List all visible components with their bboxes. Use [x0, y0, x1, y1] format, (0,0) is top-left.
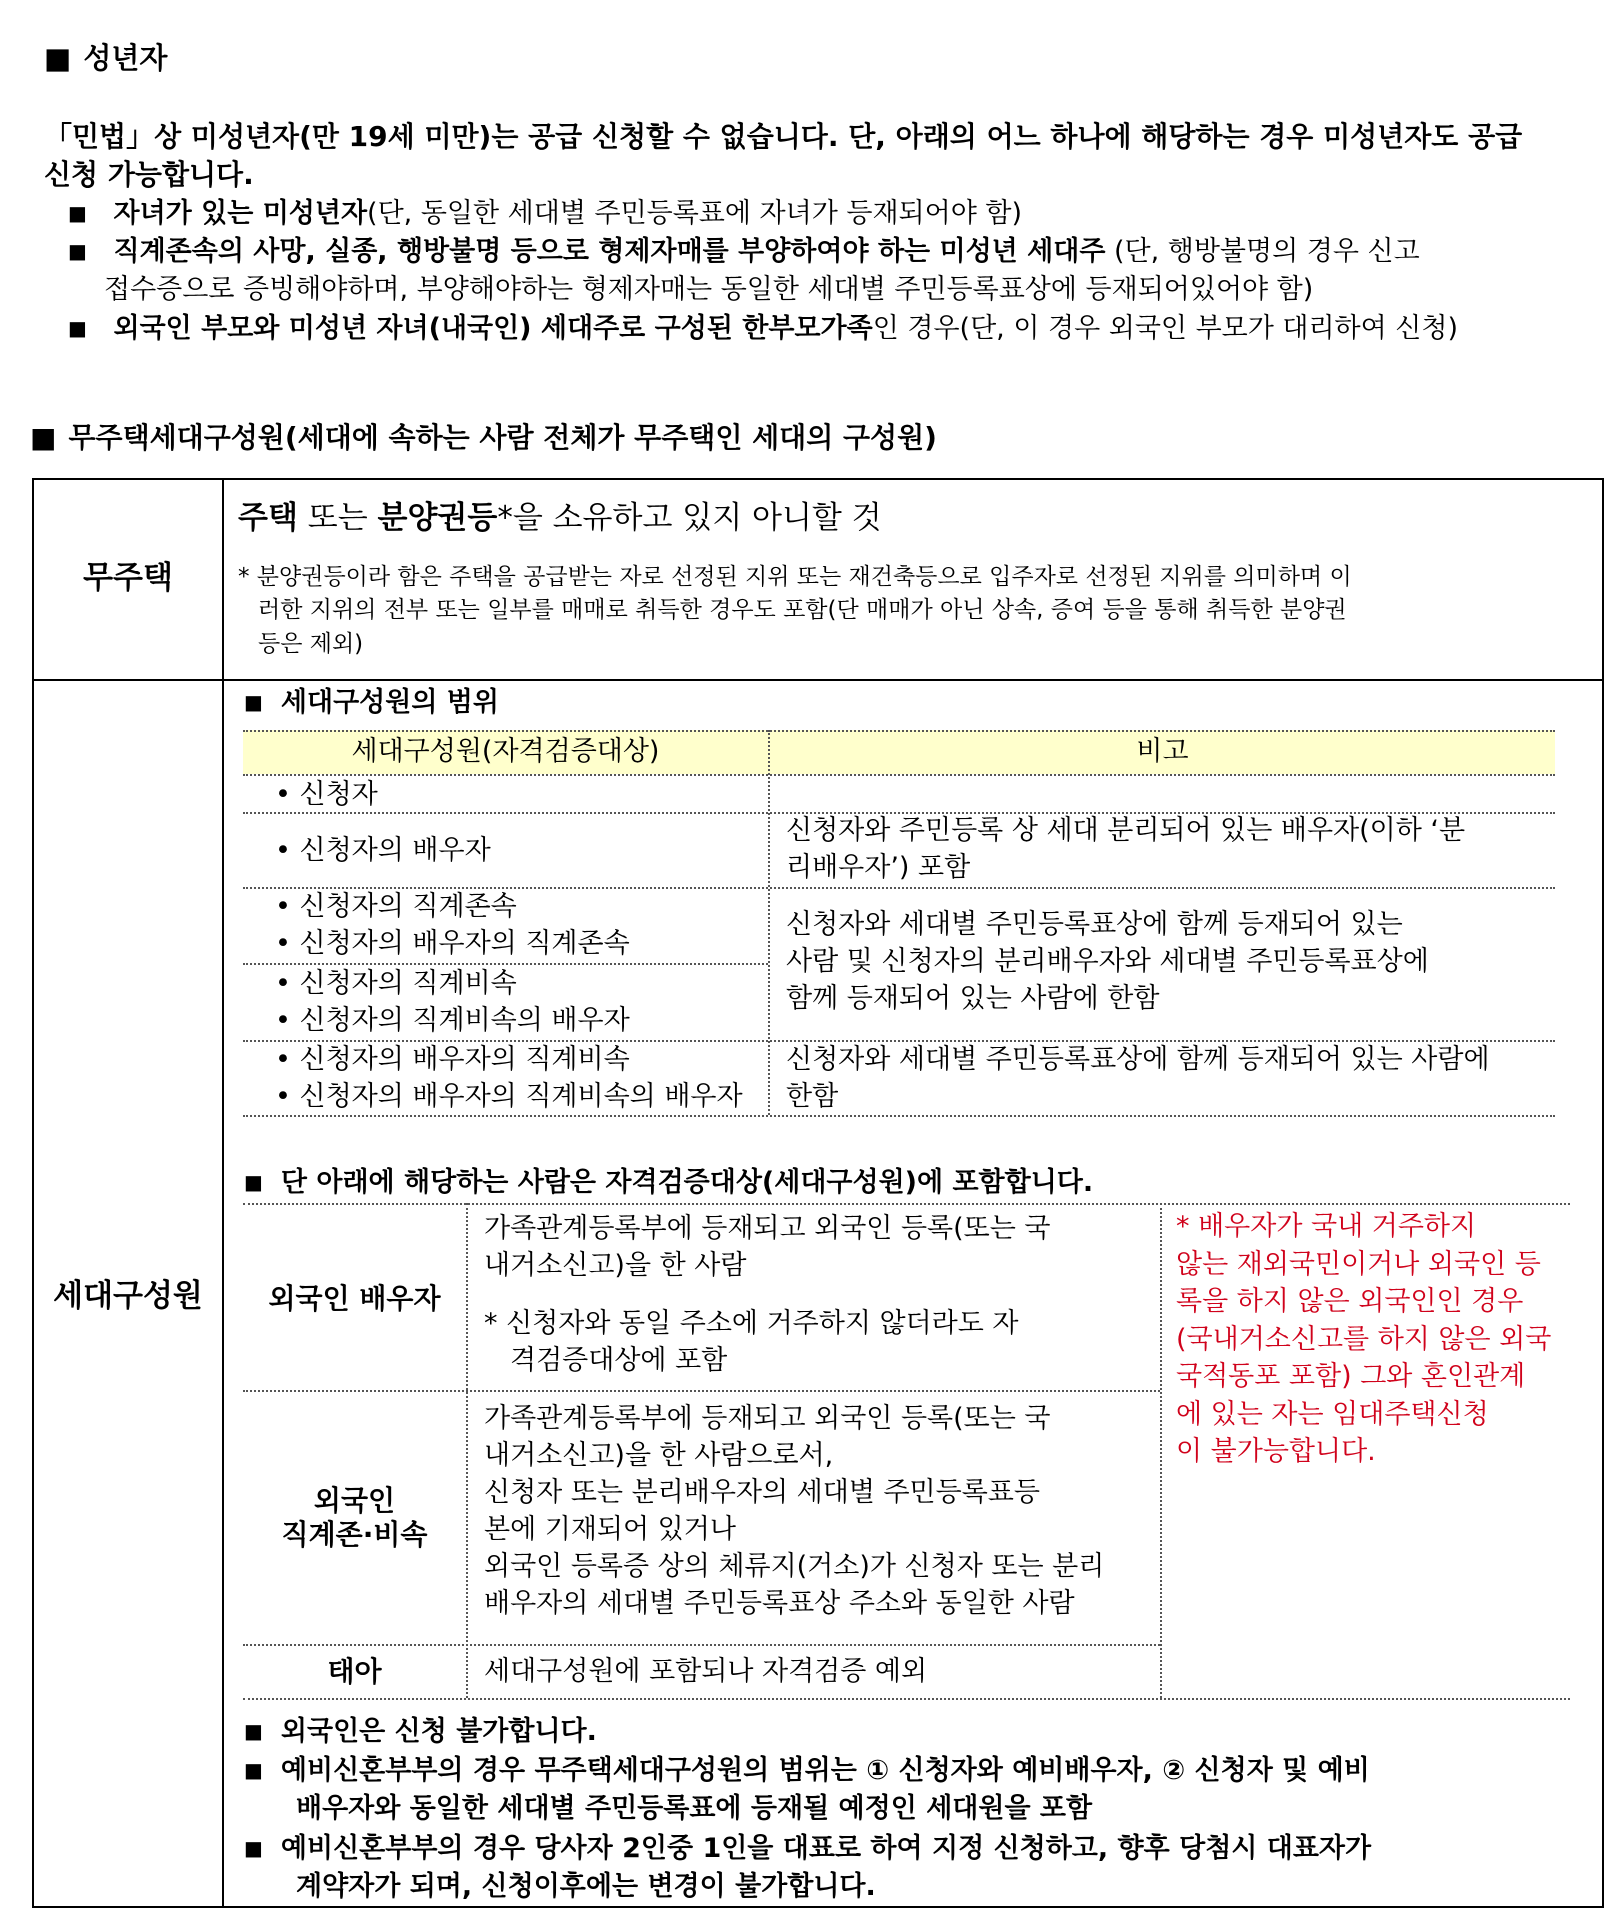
row-lineal-note-1: 신청자와 세대별 주민등록표상에 함께 등재되어 있는	[786, 909, 1403, 940]
no-house-main: 주택 또는 분양권등*을 소유하고 있지 아니할 것	[238, 500, 882, 536]
row-descendant-spouse: • 신청자의 직계비속의 배우자	[275, 1005, 630, 1036]
row-ascendant: • 신청자의 직계존속	[275, 891, 517, 922]
table-divider-h	[32, 679, 1604, 681]
table-divider-v	[222, 478, 224, 1908]
no-house-note-1: * 분양권등이라 함은 주택을 공급받는 자로 선정된 지위 또는 재건축등으로 입주자로 선정된 지위를 의미하며 이	[238, 564, 1352, 590]
red-note-line: * 배우자가 국내 거주하지	[1176, 1211, 1477, 1242]
foreign-spouse-label: 외국인 배우자	[268, 1282, 441, 1315]
adult-heading: ■ 성년자	[44, 40, 167, 77]
foreign-line-2	[243, 1644, 1160, 1646]
row-spouse-note-1: 신청자와 주민등록 상 세대 분리되어 있는 배우자(이하 ‘분	[786, 815, 1466, 846]
members-label: 세대구성원	[53, 1278, 203, 1314]
scope-line-1	[243, 774, 1555, 776]
foreign-lineal-line-1: 가족관계등록부에 등재되고 외국인 등록(또는 국	[484, 1403, 1051, 1434]
foreign-line-top	[243, 1203, 1570, 1205]
row-descendant: • 신청자의 직계비속	[275, 968, 517, 999]
footer-note-1: ■ 외국인은 신청 불가합니다.	[244, 1713, 597, 1750]
red-note-line: 않는 재외국민이거나 외국인 등	[1176, 1248, 1541, 1280]
row-spouse-descendant: • 신청자의 배우자의 직계비속	[275, 1044, 630, 1075]
scope-col-divider	[768, 730, 770, 1115]
adult-intro-line2: 신청 가능합니다.	[44, 158, 254, 191]
row-applicant: • 신청자	[275, 779, 378, 810]
col2-header: 비고	[1136, 736, 1189, 767]
no-house-label: 무주택	[83, 560, 173, 596]
household-heading: ■ 무주택세대구성원(세대에 속하는 사람 전체가 무주택인 세대의 구성원)	[30, 419, 937, 456]
foreign-lineal-line-4: 본에 기재되어 있거나	[484, 1514, 736, 1545]
row-lineal-note-3: 함께 등재되어 있는 사람에 한함	[786, 983, 1160, 1014]
scope-title: ■ 세대구성원의 범위	[244, 684, 499, 721]
row-spouse-ascendant: • 신청자의 배우자의 직계존속	[275, 928, 630, 959]
foreign-col-1	[466, 1203, 468, 1698]
foreign-line-1	[243, 1390, 1160, 1392]
footer-note-2-cont: 배우자와 동일한 세대별 주민등록표에 등재될 예정인 세대원을 포함	[296, 1793, 1093, 1824]
foreign-spouse-line-1: 가족관계등록부에 등재되고 외국인 등록(또는 국	[484, 1213, 1051, 1244]
red-note-line: (국내거소신고를 하지 않은 외국	[1176, 1323, 1552, 1355]
adult-item-2-cont: 접수증으로 증빙해야하며, 부양해야하는 형제자매는 동일한 세대별 주민등록표상에 등재되어있어야 함)	[104, 274, 1314, 305]
red-note-line: 국적동포 포함) 그와 혼인관계	[1176, 1361, 1526, 1392]
red-note-line: 이 불가능합니다.	[1176, 1436, 1376, 1467]
red-note	[1176, 1208, 1551, 1471]
row-descendant-note-2: 한함	[786, 1081, 839, 1112]
row-spouse-note-2: 리배우자’) 포함	[786, 852, 971, 883]
adult-item-3: ■ 외국인 부모와 미성년 자녀(내국인) 세대주로 구성된 한부모가족인 경우(단, 이 경우 외국인 부모가 대리하여 신청)	[68, 310, 1458, 347]
foreign-lineal-line-5: 외국인 등록증 상의 체류지(거소)가 신청자 또는 분리	[484, 1551, 1105, 1582]
foreign-lineal-label-1: 외국인	[313, 1484, 396, 1517]
foreign-line-bottom	[243, 1698, 1570, 1700]
scope-line-6	[243, 1115, 1555, 1117]
foreign-spouse-note-2: 격검증대상에 포함	[510, 1345, 728, 1376]
fetus-text: 세대구성원에 포함되나 자격검증 예외	[484, 1656, 928, 1687]
no-house-note-2: 러한 지위의 전부 또는 일부를 매매로 취득한 경우도 포함(단 매매가 아닌 상속, 증여 등을 통해 취득한 분양권	[258, 597, 1347, 623]
foreign-lineal-label-2: 직계존·비속	[281, 1518, 428, 1551]
foreign-lineal-line-6: 배우자의 세대별 주민등록표상 주소와 동일한 사람	[484, 1588, 1075, 1619]
footer-note-3: ■ 예비신혼부부의 경우 당사자 2인중 1인을 대표로 하여 지정 신청하고, 향후 당첨시 대표자가	[244, 1830, 1371, 1867]
col1-header: 세대구성원(자격검증대상)	[351, 736, 660, 767]
adult-item-2: ■ 직계존속의 사망, 실종, 행방불명 등으로 형제자매를 부양하여야 하는 미성년 세대주 (단, 행방불명의 경우 신고	[68, 233, 1420, 270]
footer-note-3-cont: 계약자가 되며, 신청이후에는 변경이 불가합니다.	[296, 1871, 876, 1902]
red-note-line: 에 있는 자는 임대주택신청	[1176, 1398, 1489, 1430]
adult-item-1: ■ 자녀가 있는 미성년자(단, 동일한 세대별 주민등록표에 자녀가 등재되어야 함)	[68, 195, 1022, 232]
foreign-col-2	[1160, 1203, 1162, 1698]
row-lineal-note-2: 사람 및 신청자의 분리배우자와 세대별 주민등록표상에	[786, 946, 1429, 977]
include-title: ■ 단 아래에 해당하는 사람은 자격검증대상(세대구성원)에 포함합니다.	[244, 1164, 1093, 1201]
row-spouse: • 신청자의 배우자	[275, 835, 491, 866]
scope-line-top	[243, 730, 1555, 732]
red-note-line: 록을 하지 않은 외국인인 경우	[1176, 1286, 1524, 1317]
foreign-spouse-line-2: 내거소신고)을 한 사람	[484, 1250, 747, 1281]
footer-note-2: ■ 예비신혼부부의 경우 무주택세대구성원의 범위는 ① 신청자와 예비배우자, ② 신청자 및 예비	[244, 1752, 1370, 1789]
row-spouse-descendant-spouse: • 신청자의 배우자의 직계비속의 배우자	[275, 1081, 743, 1112]
foreign-spouse-note-1: * 신청자와 동일 주소에 거주하지 않더라도 자	[484, 1308, 1019, 1339]
foreign-lineal-line-3: 신청자 또는 분리배우자의 세대별 주민등록표등	[484, 1477, 1040, 1508]
row-descendant-note-1: 신청자와 세대별 주민등록표상에 함께 등재되어 있는 사람에	[786, 1044, 1490, 1075]
no-house-note-3: 등은 제외)	[258, 631, 364, 657]
fetus-label: 태아	[327, 1655, 382, 1688]
adult-intro-line1: 「민법」상 미성년자(만 19세 미만)는 공급 신청할 수 없습니다. 단, 아래의 어느 하나에 해당하는 경우 미성년자도 공급	[44, 120, 1523, 153]
foreign-lineal-line-2: 내거소신고)을 한 사람으로서,	[484, 1440, 834, 1471]
